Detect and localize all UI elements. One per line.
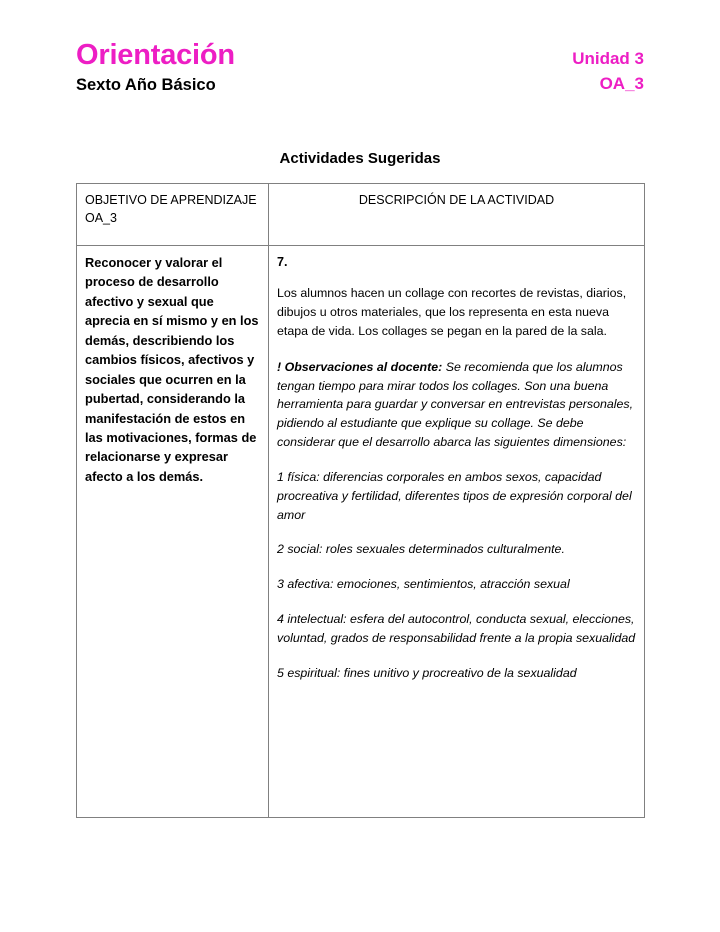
dimension-item: 1 física: diferencias corporales en ambos sexos, capacidad procreativa y fertilidad, diferentes tipos de expresión corporal del amor [277,469,632,522]
section-title: Actividades Sugeridas [279,150,441,167]
header-left-group [76,40,235,96]
description-cell [269,246,645,818]
document-header [76,40,644,96]
teacher-note [277,358,636,452]
dimension-item: 4 intelectual: esfera del autocontrol, conducta sexual, elecciones, voluntad, grados de responsabilidad frente a la propia sexualidad [277,612,636,645]
teacher-note-body: Se recomienda que los alumnos tengan tiempo para mirar todos los collages. Son una buena herramienta para guardar y conversar en entrevistas personales, pidiendo al estudiante que explique su collage. Se debe considerar que el desarrollo abarca las siguientes dimensiones: [277,359,634,450]
activity-description-text: Los alumnos hacen un collage con recortes de revistas, diarios, dibujos u otros materiales, que los representa en esta nueva etapa de vida. Los collages se pegan en la pared de la sala. [277,286,627,338]
learning-objective-code: OA_3 [599,73,644,93]
objective-cell [77,246,269,818]
dimension-item: 2 social: roles sexuales determinados culturalmente. [277,542,565,557]
grade-level-title: Sexto Año Básico [76,76,216,95]
suggested-activities-table [76,183,645,818]
objective-text: Reconocer y valorar el proceso de desarrollo afectivo y sexual que aprecia en sí mismo y en los demás, describiendo los cambios físicos, afectivos y sociales que ocurren en la pubertad, considerando la manifestación de estos en las motivaciones, formas de relacionarse y expresar afecto a los demás. [85,255,259,484]
column-header-description: DESCRIPCIÓN DE LA ACTIVIDAD [269,184,645,246]
teacher-note-lead: ! Observaciones al docente: [277,359,443,374]
subject-title: Orientación [76,39,235,71]
unit-label: Unidad 3 [572,49,644,68]
table-header-row [77,184,645,246]
activity-number: 7. [277,255,288,269]
table-row [77,246,645,818]
header-right-group [572,40,644,96]
dimension-item: 5 espiritual: fines unitivo y procreativo de la sexualidad [277,665,577,680]
dimension-item: 3 afectiva: emociones, sentimientos, atracción sexual [277,577,570,592]
column-header-objective: OBJETIVO DE APRENDIZAJE OA_3 [77,184,269,246]
